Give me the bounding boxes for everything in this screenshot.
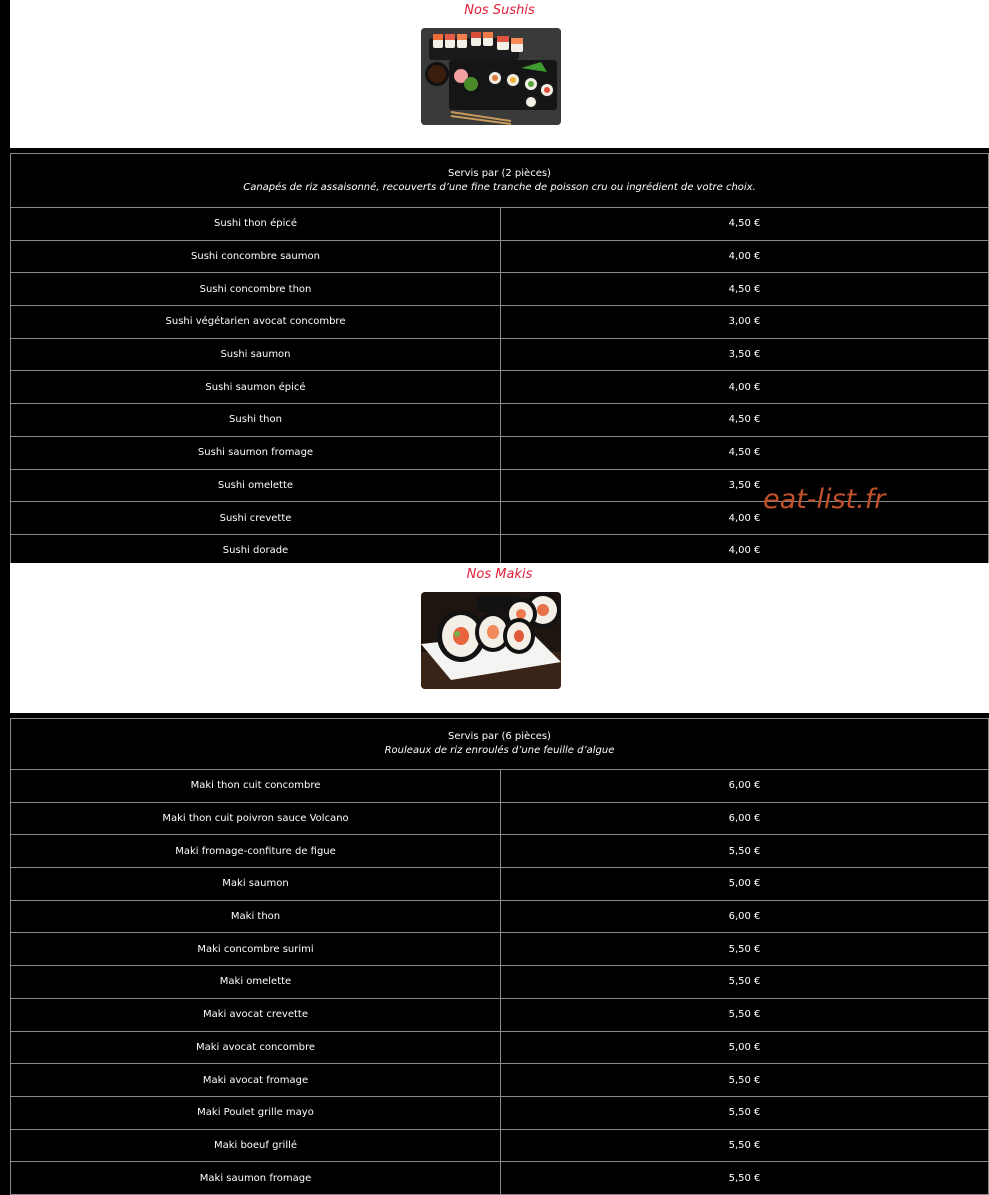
- table-row: [11, 835, 989, 868]
- table-row: [11, 469, 989, 502]
- serving-info: Servis par (6 pièces): [448, 731, 551, 742]
- item-price: 5,50 €: [501, 998, 989, 1031]
- table-row: [11, 338, 989, 371]
- section-description: Rouleaux de riz enroulés d’une feuille d’algue: [384, 745, 615, 756]
- item-name: Maki thon: [11, 900, 501, 933]
- item-price: 5,50 €: [501, 835, 989, 868]
- item-name: Sushi omelette: [11, 469, 501, 502]
- item-price: 3,50 €: [501, 469, 989, 502]
- table-row: [11, 1162, 989, 1195]
- site-watermark: eat-list.fr: [763, 484, 886, 515]
- table-row: [11, 208, 989, 241]
- item-price: 4,50 €: [501, 436, 989, 469]
- item-name: Maki avocat fromage: [11, 1064, 501, 1097]
- item-price: 4,00 €: [501, 371, 989, 404]
- item-price: 4,00 €: [501, 502, 989, 535]
- table-row: [11, 933, 989, 966]
- table-row: [11, 240, 989, 273]
- item-name: Sushi concombre saumon: [11, 240, 501, 273]
- item-name: Maki fromage-confiture de figue: [11, 835, 501, 868]
- item-price: 6,00 €: [501, 802, 989, 835]
- item-price: 5,00 €: [501, 868, 989, 901]
- section-title-makis: Nos Makis: [466, 567, 533, 582]
- table-row: [11, 1096, 989, 1129]
- item-name: Maki avocat concombre: [11, 1031, 501, 1064]
- sushi-table-header: [11, 154, 989, 208]
- item-name: Maki saumon fromage: [11, 1162, 501, 1195]
- item-price: 6,00 €: [501, 900, 989, 933]
- item-name: Maki boeuf grillé: [11, 1129, 501, 1162]
- table-row: [11, 1129, 989, 1162]
- item-price: 5,50 €: [501, 1064, 989, 1097]
- table-row: [11, 966, 989, 999]
- item-name: Sushi saumon épicé: [11, 371, 501, 404]
- table-row: [11, 1064, 989, 1097]
- item-name: Sushi végétarien avocat concombre: [11, 306, 501, 339]
- item-price: 4,50 €: [501, 208, 989, 241]
- item-name: Maki saumon: [11, 868, 501, 901]
- sushi-menu-table: [10, 153, 989, 568]
- item-price: 5,50 €: [501, 1129, 989, 1162]
- item-name: Sushi saumon fromage: [11, 436, 501, 469]
- item-name: Sushi concombre thon: [11, 273, 501, 306]
- item-name: Maki omelette: [11, 966, 501, 999]
- table-row: [11, 502, 989, 535]
- table-row: [11, 998, 989, 1031]
- sushi-platter-photo: [421, 28, 561, 125]
- item-name: Sushi saumon: [11, 338, 501, 371]
- table-row: [11, 868, 989, 901]
- item-price: 4,00 €: [501, 240, 989, 273]
- item-name: Sushi thon: [11, 404, 501, 437]
- item-name: Maki thon cuit poivron sauce Volcano: [11, 802, 501, 835]
- item-price: 4,00 €: [501, 534, 989, 567]
- table-row: [11, 900, 989, 933]
- item-price: 3,00 €: [501, 306, 989, 339]
- item-name: Sushi thon épicé: [11, 208, 501, 241]
- table-row: [11, 404, 989, 437]
- item-name: Sushi dorade: [11, 534, 501, 567]
- section-title-sushis: Nos Sushis: [464, 3, 535, 18]
- section-description: Canapés de riz assaisonné, recouverts d’une fine tranche de poisson cru ou ingrédient de votre choix.: [243, 181, 756, 193]
- item-price: 4,50 €: [501, 273, 989, 306]
- item-name: Maki thon cuit concombre: [11, 770, 501, 803]
- item-name: Maki avocat crevette: [11, 998, 501, 1031]
- item-price: 5,50 €: [501, 933, 989, 966]
- item-price: 6,00 €: [501, 770, 989, 803]
- table-row: [11, 306, 989, 339]
- item-price: 3,50 €: [501, 338, 989, 371]
- item-price: 5,50 €: [501, 1162, 989, 1195]
- maki-menu-table: [10, 718, 989, 1195]
- table-row: [11, 371, 989, 404]
- item-price: 5,00 €: [501, 1031, 989, 1064]
- table-row: [11, 802, 989, 835]
- item-price: 4,50 €: [501, 404, 989, 437]
- table-row: [11, 273, 989, 306]
- item-price: 5,50 €: [501, 966, 989, 999]
- serving-info: Servis par (2 pièces): [448, 167, 551, 179]
- maki-table-header: [11, 719, 989, 770]
- table-row: [11, 770, 989, 803]
- item-name: Maki Poulet grille mayo: [11, 1096, 501, 1129]
- maki-rolls-photo: [421, 592, 561, 689]
- item-name: Maki concombre surimi: [11, 933, 501, 966]
- item-name: Sushi crevette: [11, 502, 501, 535]
- item-price: 5,50 €: [501, 1096, 989, 1129]
- table-row: [11, 1031, 989, 1064]
- table-row: [11, 436, 989, 469]
